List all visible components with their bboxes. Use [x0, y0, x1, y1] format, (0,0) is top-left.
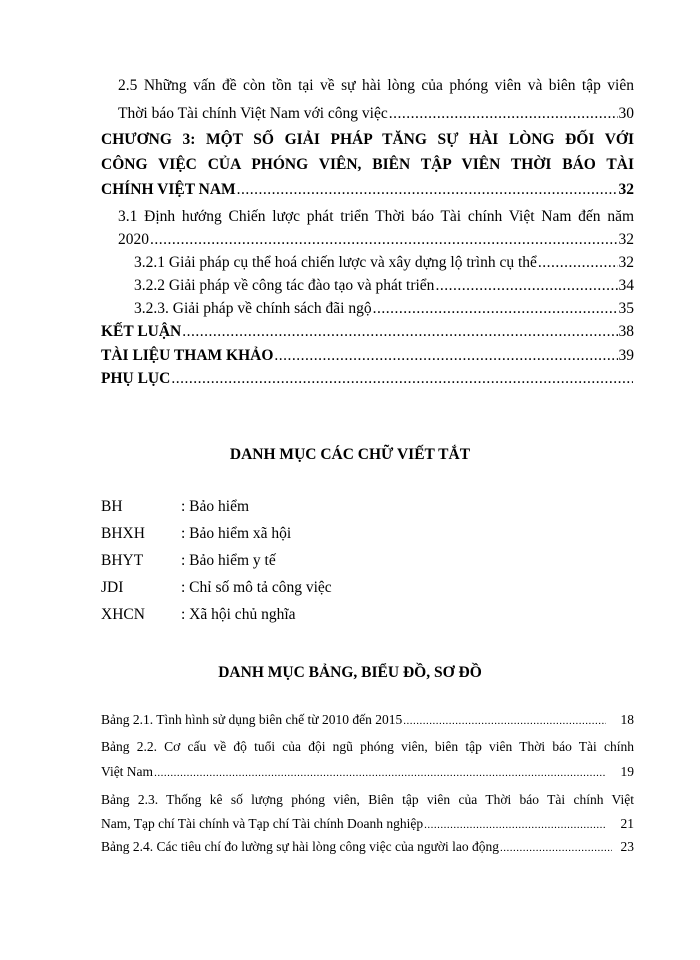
toc-item-2-5-line2: Thời báo Tài chính Việt Nam với công việc	[118, 105, 388, 122]
toc-chapter3[interactable]	[101, 180, 634, 200]
toc-page-number: 30	[618, 105, 634, 122]
toc-page-number: 32	[618, 254, 634, 271]
abbreviation-meaning: : Bảo hiểm	[181, 498, 250, 515]
leader-dots	[500, 838, 611, 857]
abbreviation-meaning: : Bảo hiểm xã hội	[181, 525, 292, 542]
abbreviation-meaning: : Bảo hiểm y tế	[181, 552, 276, 569]
leader-dots	[403, 711, 605, 730]
table-entry-label: Bảng 2.4. Các tiêu chí đo lường sự hài lòng công việc của người lao động	[101, 839, 500, 854]
toc-chapter3-line3: CHÍNH VIỆT NAM	[101, 181, 236, 198]
leader-dots	[150, 230, 618, 250]
leader-dots	[274, 346, 617, 366]
toc-page-number: 35	[618, 300, 634, 317]
abbreviation-row	[101, 552, 276, 570]
table-entry-2-3[interactable]	[101, 815, 634, 834]
leader-dots	[182, 322, 617, 342]
leader-dots	[154, 763, 605, 782]
abbreviation-row	[101, 606, 296, 624]
leader-dots	[538, 253, 618, 273]
leader-dots	[237, 180, 618, 200]
toc-page-number: 39	[618, 347, 634, 364]
toc-item-label: 3.2.3. Giải pháp về chính sách đãi ngộ	[134, 300, 372, 317]
table-entry-2-3-line1: Bảng 2.3. Thống kê số lượng phóng viên, Biên tập viên của Thời báo Tài chính Việt	[101, 792, 634, 807]
tables-list-title: DANH MỤC BẢNG, BIỂU ĐỒ, SƠ ĐỒ	[218, 664, 482, 681]
toc-item-2-5-line1: 2.5 Những vấn đề còn tồn tại về sự hài lòng của phóng viên và biên tập viên	[118, 77, 634, 94]
leader-dots	[424, 815, 605, 834]
abbreviation-meaning: : Chỉ số mô tả công việc	[181, 579, 332, 596]
table-page-number: 21	[620, 816, 634, 831]
abbreviations-title: DANH MỤC CÁC CHỮ VIẾT TẮT	[229, 446, 471, 463]
abbreviation-meaning: : Xã hội chủ nghĩa	[181, 606, 296, 623]
toc-item-label: TÀI LIỆU THAM KHẢO	[101, 347, 274, 364]
toc-references[interactable]	[101, 346, 634, 366]
leader-dots	[435, 276, 617, 296]
table-page-number: 23	[620, 839, 634, 854]
abbreviation-row	[101, 579, 332, 597]
table-page-number: 18	[620, 712, 634, 727]
toc-item-3-2-1[interactable]	[134, 253, 634, 273]
toc-chapter3-line2: CÔNG VIỆC CỦA PHÓNG VIÊN, BIÊN TẬP VIÊN THỜI BÁO TÀI	[101, 156, 634, 173]
abbreviation: XHCN	[101, 606, 145, 623]
toc-item-3-2-3[interactable]	[134, 299, 634, 319]
toc-item-3-2-2[interactable]	[134, 276, 634, 296]
toc-page-number: 32	[618, 231, 634, 248]
toc-item-label: PHỤ LỤC	[101, 370, 171, 387]
abbreviation: BHXH	[101, 525, 145, 542]
toc-item-label: KẾT LUẬN	[101, 323, 182, 340]
toc-item-2-5[interactable]	[118, 104, 634, 124]
toc-appendix[interactable]	[101, 369, 634, 389]
table-entry-2-4[interactable]	[101, 838, 634, 857]
table-entry-2-1[interactable]	[101, 711, 634, 730]
table-entry-2-2[interactable]	[101, 763, 634, 782]
abbreviation: JDI	[101, 579, 124, 596]
leader-dots	[171, 369, 633, 389]
toc-page-number: 32	[618, 181, 634, 198]
table-page-number: 19	[620, 764, 634, 779]
table-entry-label: Bảng 2.1. Tình hình sử dụng biên chế từ 2010 đến 2015	[101, 712, 403, 727]
toc-item-label: 3.2.1 Giải pháp cụ thể hoá chiến lược và xây dựng lộ trình cụ thể	[134, 254, 537, 271]
leader-dots	[373, 299, 618, 319]
table-entry-label: Việt Nam	[101, 764, 154, 779]
table-entry-label: Nam, Tạp chí Tài chính và Tạp chí Tài chính Doanh nghiệp	[101, 816, 424, 831]
leader-dots	[389, 104, 618, 124]
abbreviation: BHYT	[101, 552, 144, 569]
table-entry-2-2-line1: Bảng 2.2. Cơ cấu về độ tuổi của đội ngũ phóng viên, biên tập viên Thời báo Tài chính	[101, 739, 634, 754]
toc-page-number: 34	[618, 277, 634, 294]
toc-page-number: 38	[618, 323, 634, 340]
abbreviation-row	[101, 525, 291, 543]
toc-item-label: 3.2.2 Giải pháp về công tác đào tạo và phát triển	[134, 277, 435, 294]
abbreviation: BH	[101, 498, 123, 515]
toc-item-3-1-line2: 2020	[118, 231, 149, 248]
abbreviation-row	[101, 498, 249, 516]
toc-item-3-1-line1: 3.1 Định hướng Chiến lược phát triển Thời báo Tài chính Việt Nam đến năm	[118, 208, 634, 225]
toc-chapter3-line1: CHƯƠNG 3: MỘT SỐ GIẢI PHÁP TĂNG SỰ HÀI LÒNG ĐỐI VỚI	[101, 131, 634, 148]
toc-item-3-1[interactable]	[118, 230, 634, 250]
toc-conclusion[interactable]	[101, 322, 634, 342]
